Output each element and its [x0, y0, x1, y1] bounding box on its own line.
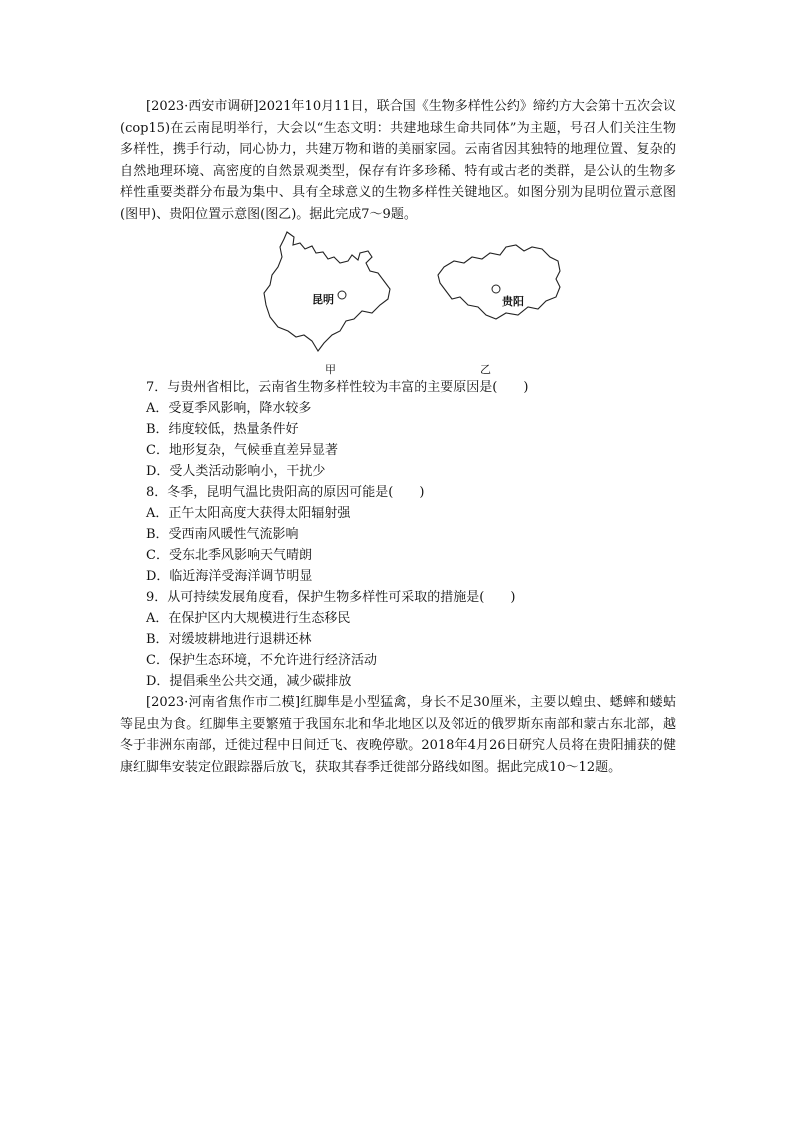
option-b: B．受西南风暖性气流影响	[146, 527, 299, 542]
question-stem: 9．从可持续发展角度看，保护生物多样性可采取的措施是( )	[146, 590, 516, 605]
option-a: A．受夏季风影响，降水较多	[146, 401, 312, 416]
guizhou-map	[430, 227, 580, 347]
caption-yi: 乙	[480, 363, 491, 376]
question-stem: 7．与贵州省相比，云南省生物多样性较为丰富的主要原因是( )	[146, 380, 529, 395]
option-c: C．受东北季风影响天气晴朗	[146, 548, 312, 563]
question-stem: 8．冬季，昆明气温比贵阳高的原因可能是( )	[146, 485, 425, 500]
location-figure	[120, 227, 676, 377]
document-page	[120, 96, 676, 778]
question-8	[120, 482, 676, 587]
kunming-label: 昆明	[312, 293, 334, 306]
option-b: B．对缓坡耕地进行退耕还林	[146, 632, 312, 647]
option-a: A．正午太阳高度大获得太阳辐射强	[146, 506, 351, 521]
option-d: D．临近海洋受海洋调节明显	[146, 569, 313, 584]
passage-2: [2023·河南省焦作市二模]红脚隼是小型猛禽，身长不足30厘米，主要以蝗虫、蟋蟀和蝼蛄等昆虫为食。红脚隼主要繁殖于我国东北和华北地区以及邻近的俄罗斯东南部和蒙古东北部，越冬于非洲东南部，迁徙过程中日间迁飞、夜晚停歇。2018年4月26日研究人员将在贵阳捕获的健康红脚隼安装定位跟踪器后放飞，获取其春季迁徙部分路线如图。据此完成10～12题。	[120, 695, 676, 775]
question-7	[120, 377, 676, 482]
option-d: D．受人类活动影响小，干扰少	[146, 464, 326, 479]
caption-jia: 甲	[325, 363, 336, 376]
option-b: B．纬度较低，热量条件好	[146, 422, 299, 437]
option-c: C．保护生态环境，不允许进行经济活动	[146, 653, 377, 668]
yunnan-map	[260, 227, 420, 357]
guiyang-label: 贵阳	[502, 295, 524, 308]
option-a: A．在保护区内大规模进行生态移民	[146, 611, 351, 626]
question-9	[120, 587, 676, 692]
passage-1: [2023·西安市调研]2021年10月11日，联合国《生物多样性公约》缔约方大会第十五次会议(cop15)在云南昆明举行，大会以“生态文明：共建地球生命共同体”为主题，号召人们关注生物多样性，携手行动，同心协力，共建万物和谐的美丽家园。云南省因其独特的地理位置、复杂的自然地理环境、高密度的自然景观类型，保存有许多珍稀、特有或古老的类群，是公认的生物多样性重要类群分布最为集中、具有全球意义的生物多样性关键地区。如图分别为昆明位置示意图(图甲)、贵阳位置示意图(图乙)。据此完成7～9题。	[120, 99, 676, 222]
option-c: C．地形复杂，气候垂直差异显著	[146, 443, 338, 458]
option-d: D．提倡乘坐公共交通，减少碳排放	[146, 674, 352, 689]
